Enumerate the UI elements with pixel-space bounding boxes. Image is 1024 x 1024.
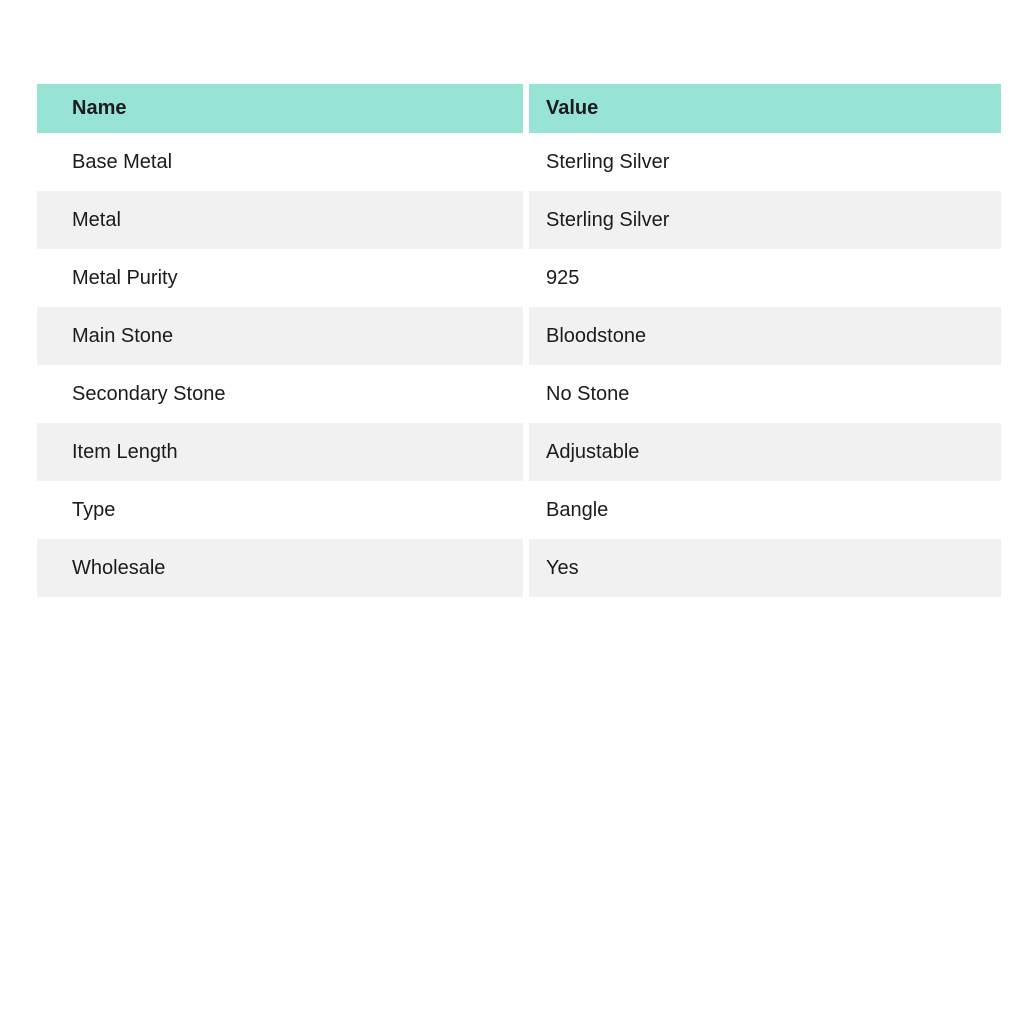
product-attributes-table xyxy=(37,84,1001,597)
column-header-value: Value xyxy=(523,84,1001,133)
table-row xyxy=(37,191,1001,249)
table-row xyxy=(37,481,1001,539)
table-row xyxy=(37,423,1001,481)
attribute-name: Wholesale xyxy=(72,556,166,579)
table-row xyxy=(37,539,1001,597)
table-header-row xyxy=(37,84,1001,133)
attribute-name: Base Metal xyxy=(72,150,173,173)
attribute-name: Metal xyxy=(72,208,121,231)
attribute-value: Adjustable xyxy=(523,423,1001,481)
table-row xyxy=(37,307,1001,365)
table-row xyxy=(37,133,1001,191)
attribute-name: Secondary Stone xyxy=(72,382,226,405)
column-header-name: Name xyxy=(72,97,127,119)
attribute-name: Main Stone xyxy=(72,324,174,347)
table-row xyxy=(37,365,1001,423)
attribute-value: Bangle xyxy=(523,481,1001,539)
table-row xyxy=(37,249,1001,307)
attribute-value: No Stone xyxy=(523,365,1001,423)
attribute-value: Yes xyxy=(523,539,1001,597)
attribute-value: 925 xyxy=(523,249,1001,307)
attribute-value: Bloodstone xyxy=(523,307,1001,365)
attribute-name: Item Length xyxy=(72,440,178,463)
attribute-value: Sterling Silver xyxy=(523,191,1001,249)
attribute-name: Metal Purity xyxy=(72,266,178,289)
table-body xyxy=(37,133,1001,597)
attribute-value: Sterling Silver xyxy=(523,133,1001,191)
attribute-name: Type xyxy=(72,498,116,521)
